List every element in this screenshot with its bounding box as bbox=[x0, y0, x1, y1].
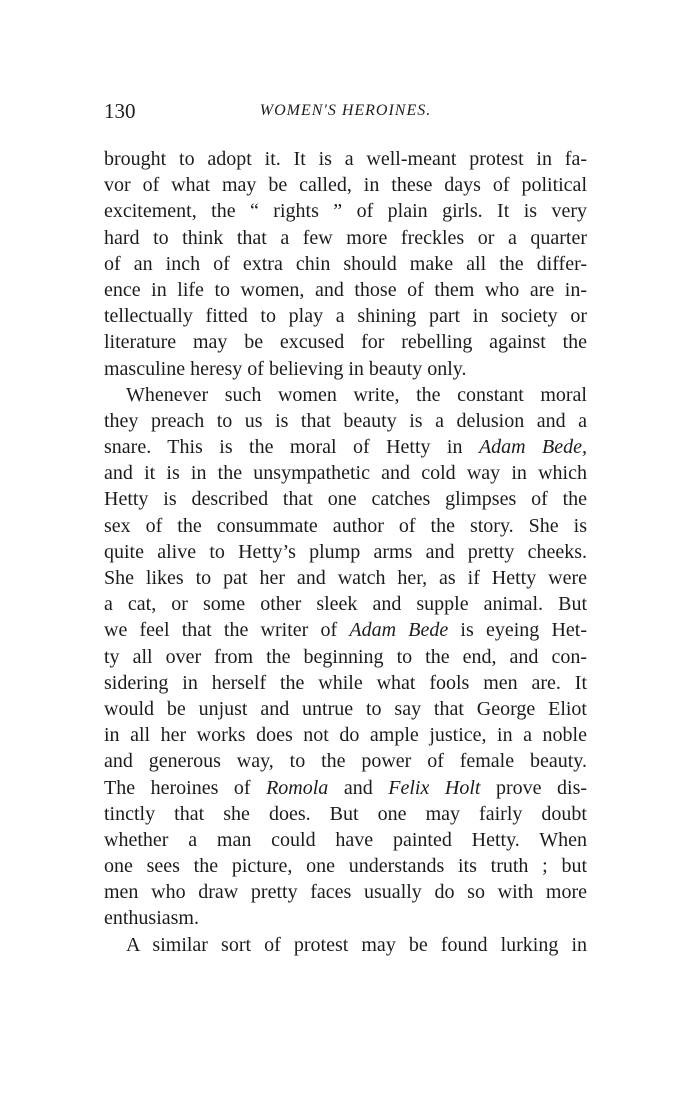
text-line bbox=[104, 775, 587, 801]
text-line: brought to adopt it. It is a well-meant protest in fa- bbox=[104, 148, 587, 170]
text-line: would be unjust and untrue to say that George Eliot bbox=[104, 697, 587, 720]
text-line: and it is in the unsympathetic and cold way in which bbox=[104, 462, 587, 485]
text-line: men who draw pretty faces usually do so with more bbox=[104, 881, 587, 904]
text-line: excitement, the “ rights ” of plain girls. It is very bbox=[104, 200, 587, 223]
text-line bbox=[104, 617, 587, 643]
text-line: vor of what may be called, in these days of political bbox=[104, 174, 587, 197]
text-line: they preach to us is that beauty is a delusion and a bbox=[104, 409, 587, 432]
text-line: one sees the picture, one understands its truth ; but bbox=[104, 855, 587, 878]
text-line: in all her works does not do ample justice, in a noble bbox=[104, 724, 587, 747]
text-line: literature may be excused for rebelling against the bbox=[104, 331, 587, 354]
italic-title: Adam Bede bbox=[349, 619, 449, 642]
text-line: quite alive to Hetty’s plump arms and pretty cheeks. bbox=[104, 540, 587, 563]
text-segment: The heroines of bbox=[104, 776, 251, 799]
text-segment: prove dis- bbox=[495, 776, 588, 799]
text-line: of an inch of extra chin should make all the differ- bbox=[104, 252, 587, 275]
running-title: WOMEN'S HEROINES. bbox=[259, 102, 432, 119]
body-text bbox=[104, 146, 587, 958]
text-line: Hetty is described that one catches glimpses of the bbox=[104, 488, 587, 511]
italic-title: Felix Holt bbox=[388, 776, 481, 799]
text-line bbox=[104, 434, 587, 460]
text-line: and generous way, to the power of female beauty. bbox=[104, 750, 587, 773]
text-segment: snare. This is the moral of Hetty in bbox=[104, 436, 463, 459]
text-line: a cat, or some other sleek and supple animal. But bbox=[104, 593, 587, 616]
text-line: enthusiasm. bbox=[104, 907, 199, 930]
text-line: Whenever such women write, the constant moral bbox=[126, 383, 587, 406]
page-number: 130 bbox=[104, 99, 136, 123]
text-line: whether a man could have painted Hetty. When bbox=[104, 828, 587, 851]
text-line: She likes to pat her and watch her, as if Hetty were bbox=[104, 567, 587, 589]
text-segment: and bbox=[343, 776, 373, 799]
text-line: tellectually fitted to play a shining part in society or bbox=[104, 305, 587, 328]
text-line: sex of the consummate author of the story. She is bbox=[104, 514, 587, 537]
text-line: A similar sort of protest may be found lurking in bbox=[126, 933, 587, 956]
text-line: hard to think that a few more freckles or a quarter bbox=[104, 226, 587, 249]
text-segment: is eyeing Het- bbox=[460, 619, 587, 642]
text-line: tinctly that she does. But one may fairly doubt bbox=[104, 802, 587, 825]
text-line: ty all over from the beginning to the end, and con- bbox=[104, 645, 587, 668]
italic-title: Adam Bede, bbox=[478, 436, 588, 459]
text-line: ence in life to women, and those of them who are in- bbox=[104, 278, 587, 301]
text-line: sidering in herself the while what fools men are. It bbox=[104, 671, 587, 694]
text-segment: we feel that the writer of bbox=[104, 619, 338, 642]
running-head bbox=[104, 96, 587, 126]
italic-title: Romola bbox=[266, 776, 329, 799]
text-line: masculine heresy of believing in beauty only. bbox=[104, 357, 467, 380]
